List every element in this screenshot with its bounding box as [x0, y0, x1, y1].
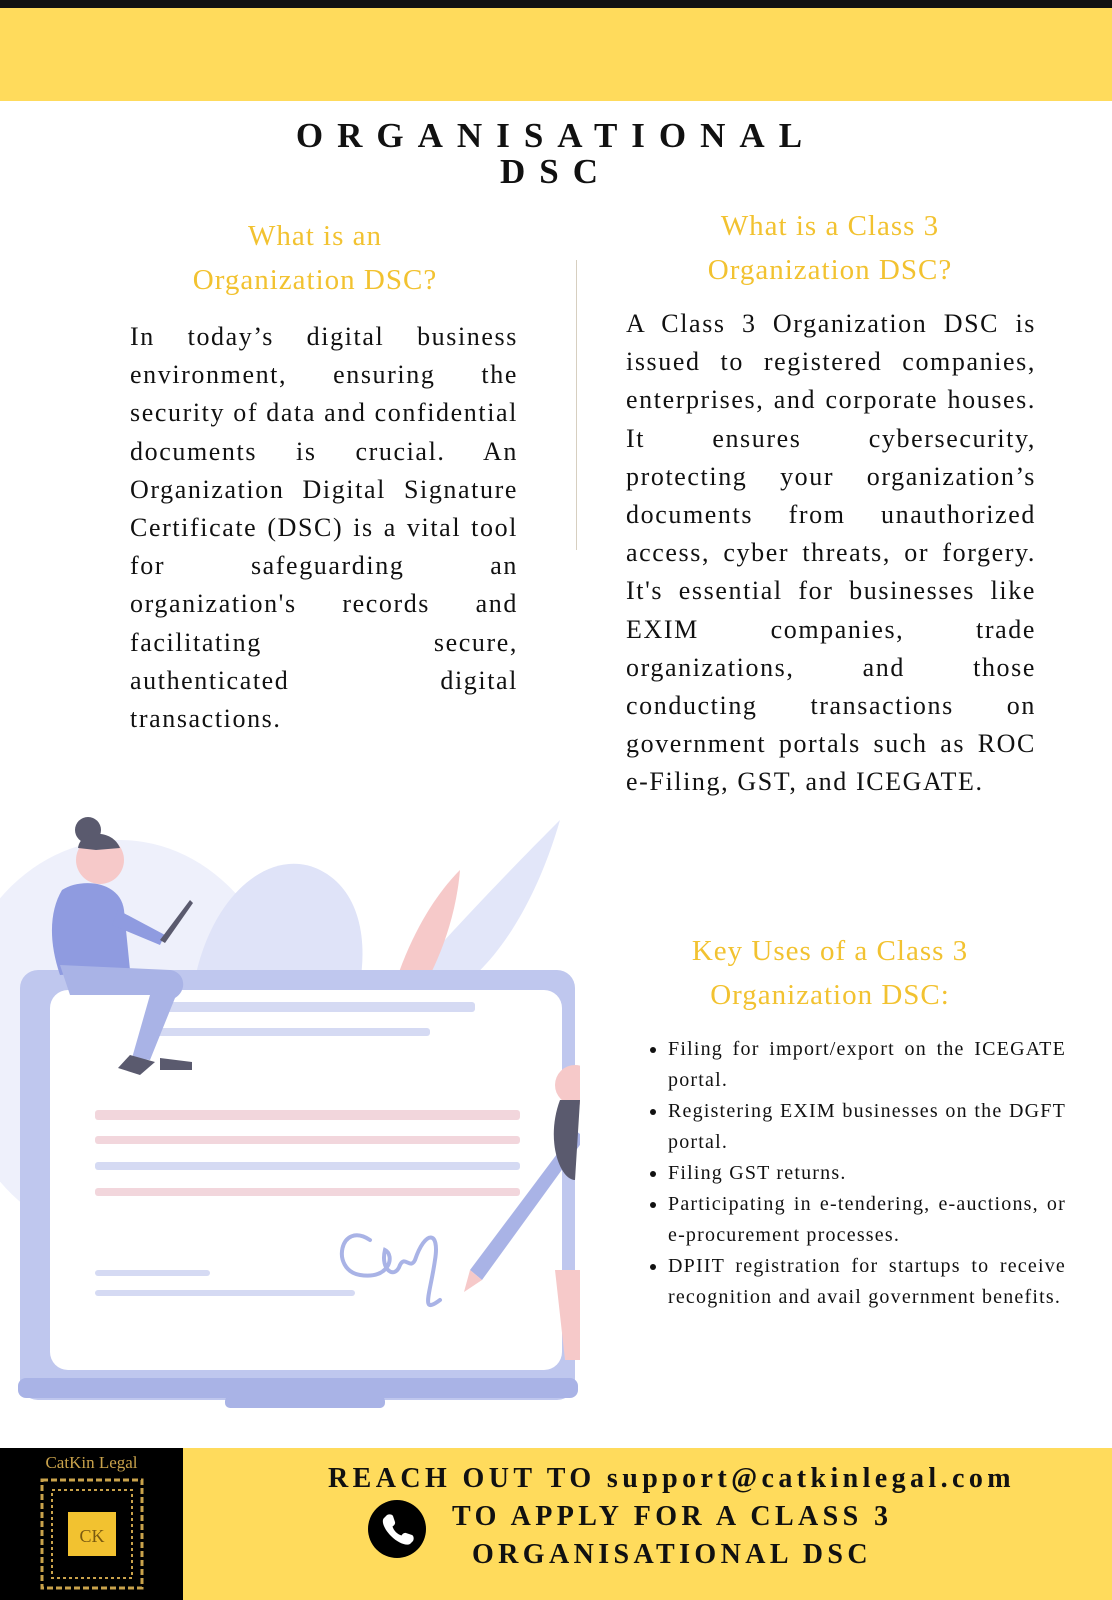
title-line-1: ORGANISATIONAL: [295, 116, 817, 155]
right-body-text: A Class 3 Organization DSC is issued to registered companies, enterprises, and corporate houses. It ensures cybersecurity, protecting your organization’s documents from unauthorized access, cyber threats, or forgery. It's essential for businesses like EXIM companies, trade organizations, and those conducting transactions on government portals such as ROC e-Filing, GST, and ICEGATE.: [626, 309, 1036, 797]
signature-illustration: [0, 800, 580, 1420]
left-heading: [120, 214, 510, 302]
key-use-item: • Registering EXIM businesses on the DGFT portal.: [668, 1096, 1066, 1158]
catkin-logo-emblem: [40, 1476, 144, 1592]
key-use-item: • Participating in e-tendering, e-auctions, or e-procurement processes.: [668, 1189, 1066, 1251]
logo-mark-text: CK: [79, 1526, 105, 1546]
key-uses-list: [642, 1034, 1066, 1313]
footer-line-3: ORGANISATIONAL DSC: [472, 1539, 872, 1570]
left-heading-line-2: Organization DSC?: [192, 264, 438, 296]
footer-line-2: TO APPLY FOR A CLASS 3: [452, 1501, 893, 1532]
key-uses-heading: [620, 929, 1040, 1017]
column-divider: [576, 260, 577, 550]
footer-call-to-action: [300, 1460, 1112, 1574]
key-uses-heading-line-2: Organization DSC:: [710, 979, 950, 1011]
right-heading-line-2: Organization DSC?: [707, 254, 953, 286]
page-title: [0, 118, 1112, 190]
top-banner: [0, 8, 1112, 101]
left-heading-line-1: What is an: [247, 220, 382, 252]
left-body-text: In today’s digital business environment, ensuring the security of data and confidential documents is crucial. An Organization Digital Signature Certificate (DSC) is a vital tool for safeguarding an organization's records and facilitating secure, authenticated digital transactions.: [130, 322, 518, 734]
logo-name: CatKin Legal: [45, 1453, 138, 1472]
title-line-2: DSC: [499, 152, 613, 191]
right-heading: [620, 204, 1040, 292]
top-border: [0, 0, 1112, 8]
key-use-item: • Filing for import/export on the ICEGATE portal.: [668, 1034, 1066, 1096]
key-use-item: • DPIIT registration for startups to receive recognition and avail government benefits.: [668, 1251, 1066, 1313]
key-use-item: • Filing GST returns.: [668, 1158, 1066, 1189]
key-uses-heading-line-1: Key Uses of a Class 3: [691, 935, 969, 967]
right-heading-line-1: What is a Class 3: [720, 210, 940, 242]
footer-line-1: REACH OUT TO support@catkinlegal.com: [328, 1463, 1015, 1494]
